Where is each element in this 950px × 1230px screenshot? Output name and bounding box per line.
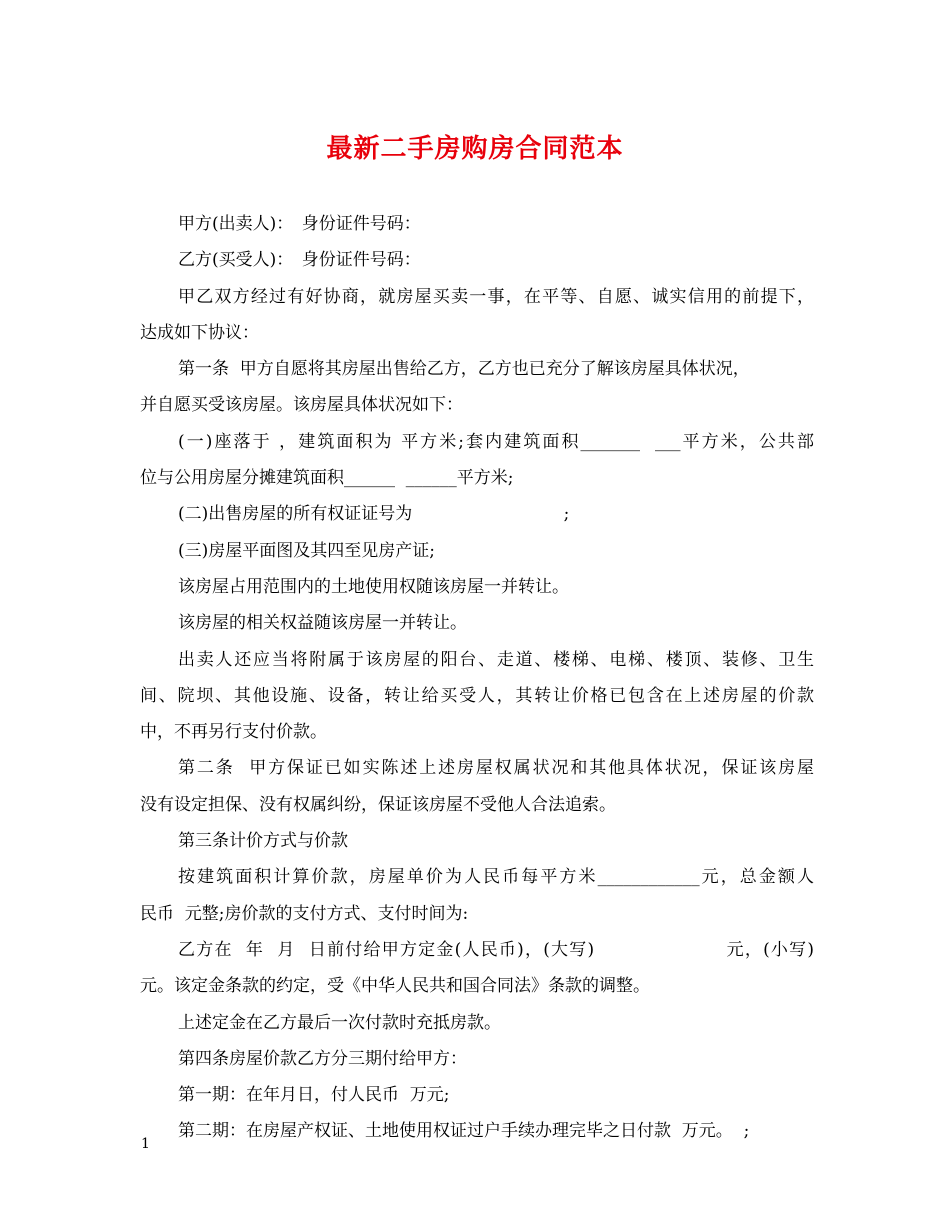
- contract-body: [140, 206, 814, 1150]
- installment-2-line: 第二期：在房屋产权证、土地使用权证过户手续办理完毕之日付款 万元。 ;: [178, 1121, 750, 1142]
- article-1-line-1: 第一条 甲方自愿将其房屋出售给乙方，乙方也已充分了解该房屋具体状况，: [178, 359, 750, 380]
- item-1-line-1: (一)座落于 ，建筑面积为 平方米;套内建筑面积_______ ___平方米，公共部: [178, 431, 814, 452]
- deposit-offset-line: 上述定金在乙方最后一次付款时充抵房款。: [178, 1012, 501, 1033]
- appurtenance-line-3: 中，不再另行支付价款。: [140, 722, 327, 743]
- party-b-line: 乙方(买受人)： 身份证件号码：: [178, 250, 421, 271]
- article-1-line-2: 并自愿买受该房屋。该房屋具体状况如下：: [140, 395, 463, 416]
- installment-1-line: 第一期：在年月日，付人民币 万元;: [178, 1085, 450, 1106]
- party-a-line: 甲方(出卖人)： 身份证件号码：: [178, 214, 421, 234]
- appurtenance-line-2: 间、院坝、其他设施、设备，转让给买受人，其转让价格已包含在上述房屋的价款: [140, 685, 814, 706]
- article-3-heading: 第三条计价方式与价款: [178, 831, 348, 852]
- article-3-line-1: 按建筑面积计算价款，房屋单价为人民币每平方米____________元，总金额人: [178, 867, 814, 888]
- land-use-line: 该房屋占用范围内的土地使用权随该房屋一并转让。: [178, 576, 569, 597]
- preamble-line-1: 甲乙双方经过有好协商，就房屋买卖一事，在平等、自愿、诚实信用的前提下，: [178, 286, 814, 307]
- article-2-line-2: 没有设定担保、没有权属纠纷，保证该房屋不受他人合法追索。: [140, 794, 616, 815]
- item-2-line: (二)出售房屋的所有权证证号为 ;: [178, 504, 570, 525]
- article-4-heading: 第四条房屋价款乙方分三期付给甲方：: [178, 1048, 467, 1069]
- article-2-line-1: 第二条 甲方保证已如实陈述上述房屋权属状况和其他具体状况，保证该房屋: [178, 758, 814, 779]
- rights-line: 该房屋的相关权益随该房屋一并转让。: [178, 613, 467, 634]
- preamble-line-2: 达成如下协议：: [140, 322, 259, 343]
- item-1-line-2: 位与公用房屋分摊建筑面积______ ______平方米;: [140, 468, 514, 489]
- page-number: 1: [141, 1136, 150, 1152]
- appurtenance-line-1: 出卖人还应当将附属于该房屋的阳台、走道、楼梯、电梯、楼顶、装修、卫生: [178, 649, 814, 670]
- document-title: 最新二手房购房合同范本: [326, 134, 624, 164]
- deposit-line-1: 乙方在 年 月 日前付给甲方定金(人民币)，(大写) 元，(小写): [178, 939, 814, 960]
- item-3-line: (三)房屋平面图及其四至见房产证;: [178, 540, 435, 561]
- deposit-line-2: 元。该定金条款的约定，受《中华人民共和国合同法》条款的调整。: [140, 976, 650, 997]
- article-3-line-2: 民币 元整;房价款的支付方式、支付时间为:: [140, 903, 469, 924]
